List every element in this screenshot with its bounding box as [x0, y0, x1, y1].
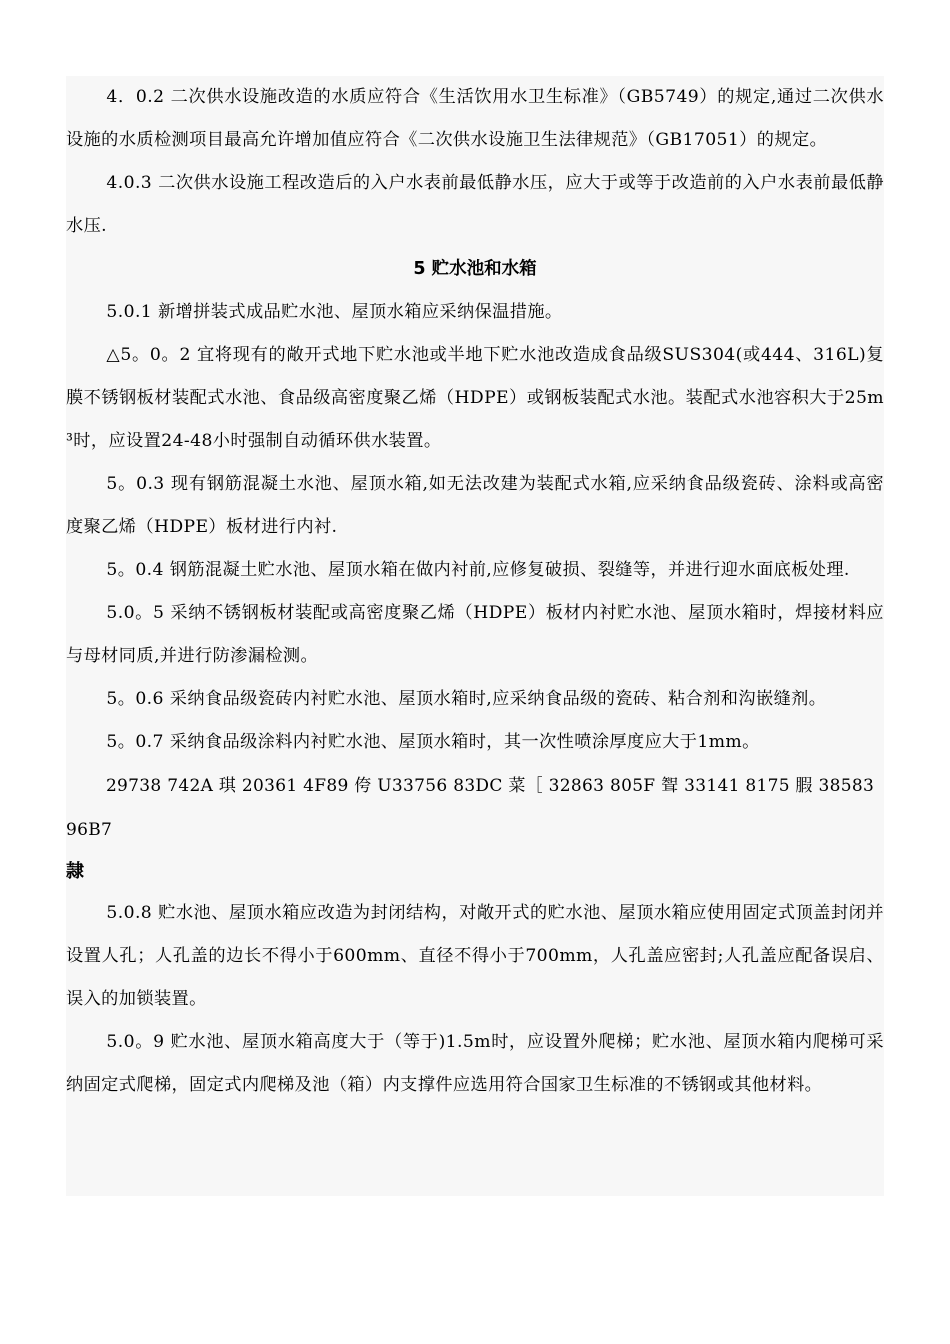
- clause-5-0-6: 5。0.6 采纳食品级瓷砖内衬贮水池、屋顶水箱时,应采纳食品级的瓷砖、粘合剂和沟嵌缝剂。: [106, 689, 827, 709]
- section-5-title: 5 贮水池和水箱: [413, 259, 537, 279]
- clause-5-0-2: △5。0。2 宜将现有的敞开式地下贮水池或半地下贮水池改造成食品级SUS304(或444、316L)复膜不锈钢板材装配式水池、食品级高密度聚乙烯（HDPE）或钢板装配式水池。装配式水池容积大于25m³时，应设置24-48小时强制自动循环供水装置。: [66, 345, 884, 451]
- clause-5-0-4: 5。0.4 钢筋混凝土贮水池、屋顶水箱在做内衬前,应修复破损、裂缝等，并进行迎水面底板处理.: [106, 560, 850, 580]
- garbled-code-line: 29738 742A 琪 20361 4F89 侉 U33756 83DC 菜［ 32863 805F 聟 33141 8175 腵 38583 96B7: [66, 776, 875, 840]
- garbled-code-tail: 隷: [66, 861, 84, 882]
- document-page: [66, 76, 884, 1196]
- clause-4-0-3: 4.0.3 二次供水设施工程改造后的入户水表前最低静水压，应大于或等于改造前的入户水表前最低静水压.: [66, 173, 884, 236]
- clause-5-0-5: 5.0。5 采纳不锈钢板材装配或高密度聚乙烯（HDPE）板材内衬贮水池、屋顶水箱时，焊接材料应与母材同质,并进行防渗漏检测。: [66, 603, 884, 666]
- clause-4-0-2: 4．0.2 二次供水设施改造的水质应符合《生活饮用水卫生标准》（GB5749）的规定,通过二次供水设施的水质检测项目最高允许增加值应符合《二次供水设施卫生法律规范》（GB17051）的规定。: [66, 87, 884, 150]
- clause-5-0-3: 5。0.3 现有钢筋混凝土水池、屋顶水箱,如无法改建为装配式水箱,应采纳食品级瓷砖、涂料或高密度聚乙烯（HDPE）板材进行内衬.: [66, 474, 884, 537]
- clause-5-0-9: 5.0。9 贮水池、屋顶水箱高度大于（等于)1.5m时，应设置外爬梯；贮水池、屋顶水箱内爬梯可采纳固定式爬梯，固定式内爬梯及池（箱）内支撑件应选用符合国家卫生标准的不锈钢或其他材料。: [66, 1032, 884, 1095]
- clause-5-0-1: 5.0.1 新增拼装式成品贮水池、屋顶水箱应采纳保温措施。: [106, 302, 563, 322]
- document-body: [66, 76, 884, 1107]
- clause-5-0-7: 5。0.7 采纳食品级涂料内衬贮水池、屋顶水箱时，其一次性喷涂厚度应大于1mm。: [106, 732, 760, 752]
- clause-5-0-8: 5.0.8 贮水池、屋顶水箱应改造为封闭结构，对敞开式的贮水池、屋顶水箱应使用固定式顶盖封闭并设置人孔；人孔盖的边长不得小于600mm、直径不得小于700mm，人孔盖应密封;人孔盖应配备误启、误入的加锁装置。: [66, 903, 884, 1009]
